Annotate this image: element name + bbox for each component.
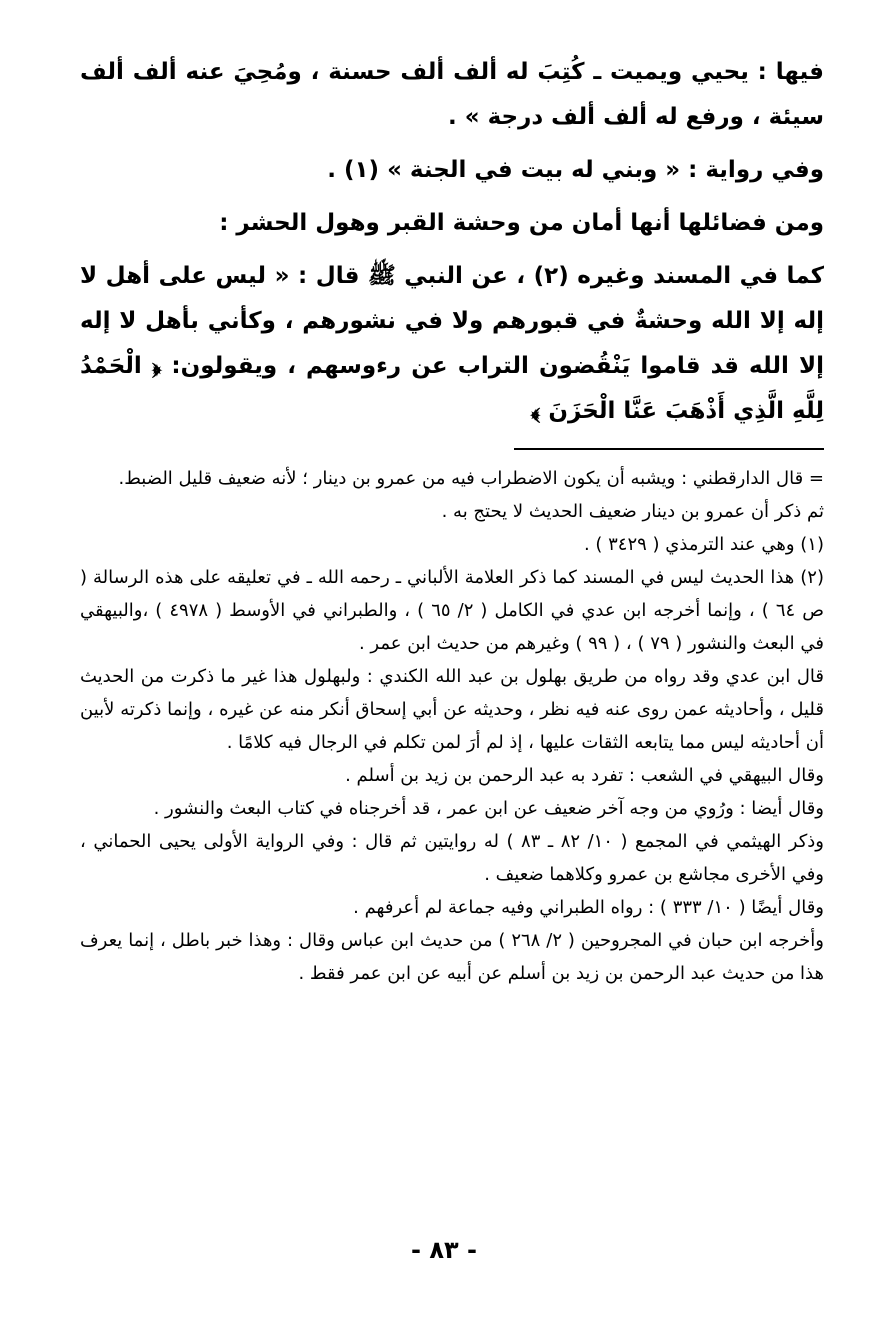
main-text [80,50,824,434]
footnote-line: وذكر الهيثمي في المجمع ( ١٠/ ٨٢ ـ ٨٣ ) له روايتين ثم قال : وفي الرواية الأولى يحيى الحماني ، وفي الأخرى مجاشع بن عمرو وكلاهما ضعيف . [80,831,824,885]
footnote-line: وقال أيضًا ( ١٠/ ٣٣٣ ) : رواه الطبراني وفيه جماعة لم أعرفهم . [353,897,824,918]
footnote-line: = قال الدارقطني : ويشبه أن يكون الاضطراب فيه من عمرو بن دينار ؛ لأنه ضعيف قليل الضبط. [118,468,824,489]
footnote-line: (٢) هذا الحديث ليس في المسند كما ذكر العلامة الألباني ـ رحمه الله ـ في تعليقه على هذه الرسالة ( ص ٦٤ ) ، وإنما أخرجه ابن عدي في الكامل ( ٢/ ٦٥ ) ، والطبراني في الأوسط ( ٤٩٧٨ ) ،والبيهقي في البعث والنشور ( ٧٩ ) ، ( ٩٩ ) وغيرهم من حديث ابن عمر . [80,567,824,654]
footnote-line: ثم ذكر أن عمرو بن دينار ضعيف الحديث لا يحتج به . [441,501,824,522]
footnote-line: قال ابن عدي وقد رواه من طريق بهلول بن عبد الله الكندي : ولبهلول هذا غير ما ذكرت من الحديث قليل ، وأحاديثه عمن روى عنه فيه نظر ، وحديثه عن أبي إسحاق أنكر منه عن غيره ، وإنما ذكرته لأبين أن أحاديثه ليس مما يتابعه الثقات عليها ، إذ لم أرَ لمن تكلم في الرجال فيه كلامًا . [80,666,824,753]
main-paragraph: ومن فضائلها أنها أمان من وحشة القبر وهول الحشر : [219,210,824,236]
page-number: - ٨٣ - [411,1236,477,1264]
main-paragraph: وفي رواية : « وبني له بيت في الجنة » (١) . [327,157,824,183]
main-paragraph: فيها : يحيي ويميت ـ كُتِبَ له ألف ألف حسنة ، ومُحِيَ عنه ألف ألف سيئة ، ورفع له ألف ألف درجة » . [80,59,824,130]
footnote-line: وقال أيضا : ورُوي من وجه آخر ضعيف عن ابن عمر ، قد أخرجناه في كتاب البعث والنشور . [153,798,824,819]
footnote-line: وأخرجه ابن حبان في المجروحين ( ٢/ ٢٦٨ ) من حديث ابن عباس وقال : وهذا خبر باطل ، إنما يعرف هذا من حديث عبد الرحمن بن زيد بن أسلم عن أبيه عن ابن عمر فقط . [80,930,824,984]
book-page [80,50,824,1310]
footnote-line: وقال البيهقي في الشعب : تفرد به عبد الرحمن بن زيد بن أسلم . [345,765,824,786]
footnote-divider [514,448,824,450]
footnote-line: (١) وهي عند الترمذي ( ٣٤٢٩ ) . [583,534,824,555]
main-paragraph: كما في المسند وغيره (٢) ، عن النبي ﷺ قال : « ليس على أهل لا إله إلا الله وحشةٌ في قبورهم ولا في نشورهم ، وكأني بأهل لا إله إلا الله قد قاموا يَنْقُضون التراب عن رءوسهم ، ويقولون: ﴿ الْحَمْدُ لِلَّهِ الَّذِي أَذْهَبَ عَنَّا الْحَزَنَ ﴾ [80,263,824,424]
footnotes [80,462,824,990]
